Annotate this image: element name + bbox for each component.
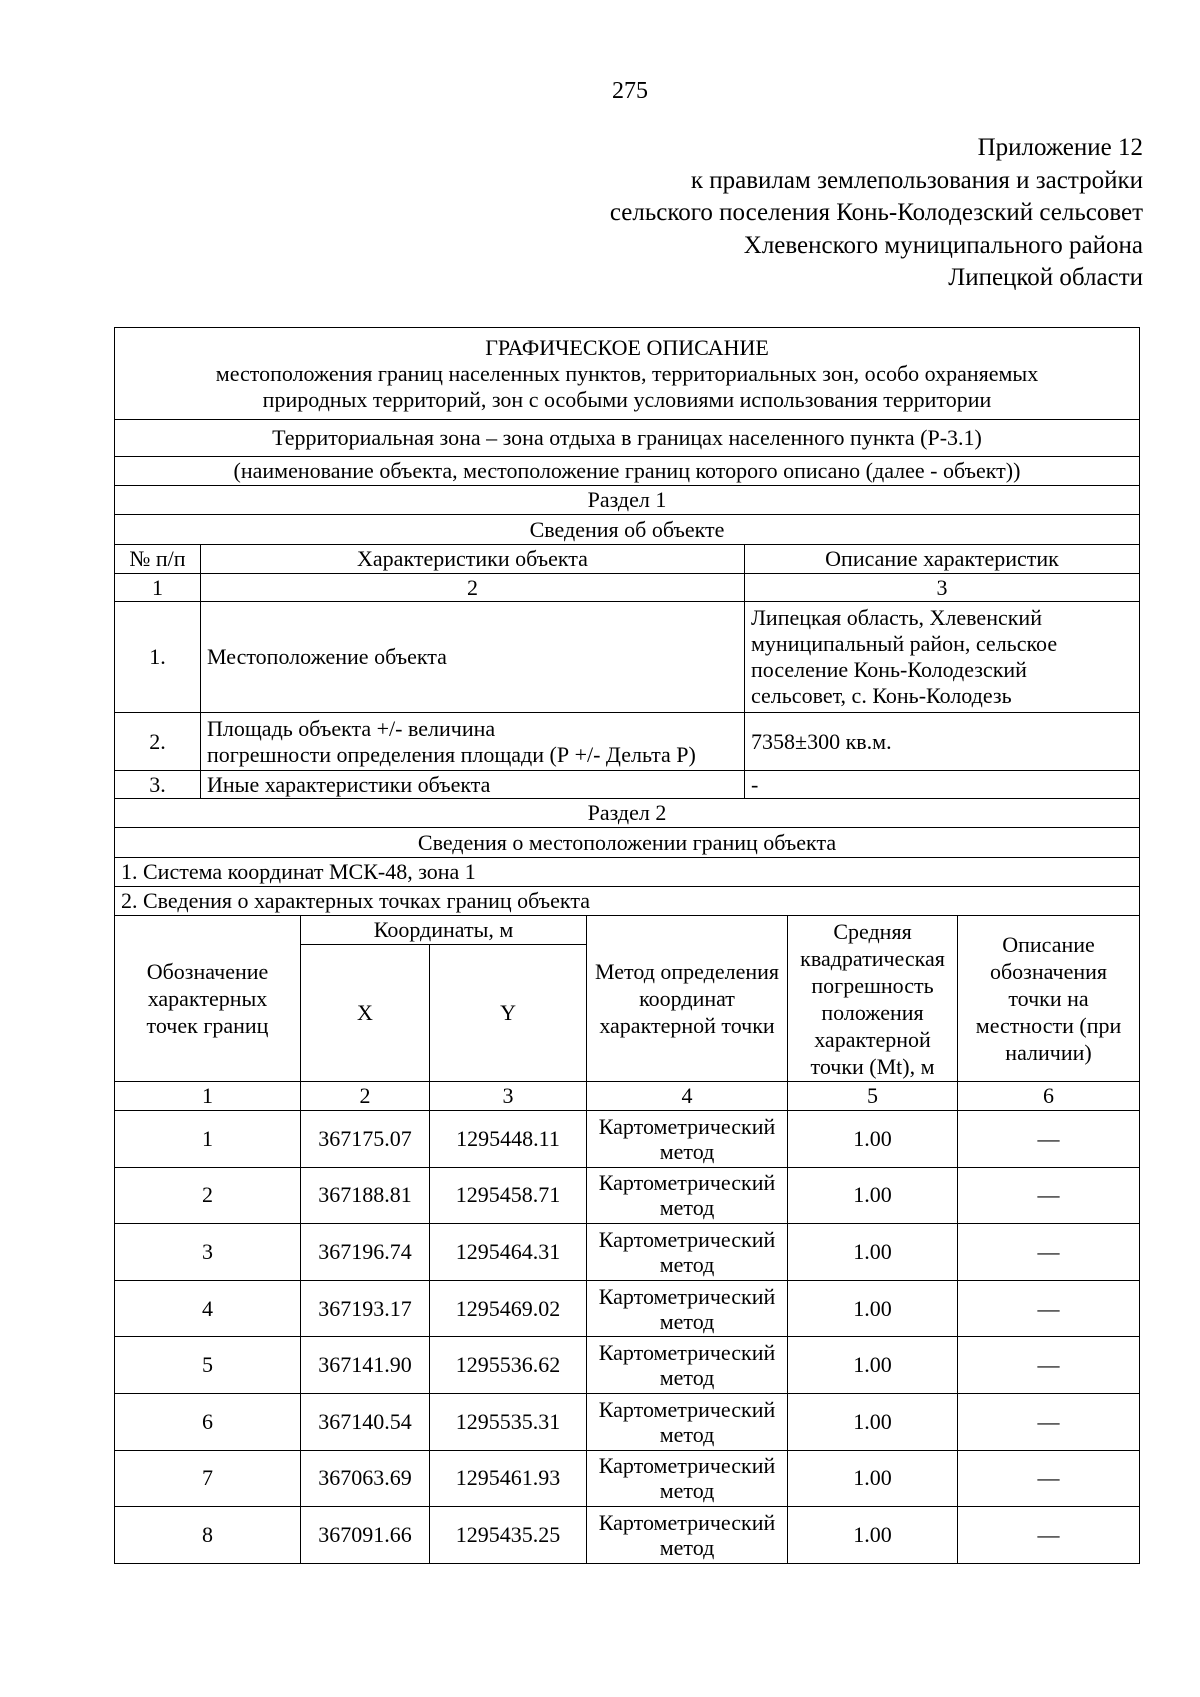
document-title [115, 328, 1140, 420]
point-y: 1295461.93 [430, 1450, 587, 1507]
object-name: Территориальная зона – зона отдыха в границах населенного пункта (Р-3.1) [115, 420, 1140, 457]
table-row [115, 1280, 1140, 1337]
point-y: 1295448.11 [430, 1111, 587, 1168]
point-x: 367188.81 [301, 1167, 430, 1224]
point-method: Картометрический метод [587, 1450, 788, 1507]
point-desc: — [958, 1507, 1140, 1564]
value-line: Липецкая область, Хлевенский [751, 605, 1042, 630]
header-method: Метод определения координат характерной точки [587, 916, 788, 1082]
point-method: Картометрический метод [587, 1224, 788, 1281]
point-n: 8 [115, 1507, 301, 1564]
column-number: 5 [788, 1082, 958, 1111]
point-x: 367175.07 [301, 1111, 430, 1168]
point-desc: — [958, 1450, 1140, 1507]
title-text: ГРАФИЧЕСКОЕ ОПИСАНИЕ [485, 334, 769, 360]
header-mt: Средняя квадратическая погрешность положения характерной точки (Mt), м [788, 916, 958, 1082]
point-desc: — [958, 1224, 1140, 1281]
column-number: 2 [301, 1082, 430, 1111]
object-info-table [114, 327, 1140, 916]
table-row [115, 1337, 1140, 1394]
subtitle-line: местоположения границ населенных пунктов, территориальных зон, особо охраняемых [215, 360, 1039, 386]
point-mt: 1.00 [788, 1280, 958, 1337]
column-number: 6 [958, 1082, 1140, 1111]
column-number: 3 [430, 1082, 587, 1111]
point-n: 1 [115, 1111, 301, 1168]
point-x: 367193.17 [301, 1280, 430, 1337]
header-y: Y [430, 945, 587, 1082]
point-n: 5 [115, 1337, 301, 1394]
point-desc: — [958, 1337, 1140, 1394]
name-line: погрешности определения площади (Р +/- Дельта Р) [207, 741, 696, 767]
row-value: 7358±300 кв.м. [745, 713, 1140, 771]
row-name [201, 713, 745, 771]
table-row [115, 713, 1140, 771]
point-y: 1295469.02 [430, 1280, 587, 1337]
header-point: Обозначение характерных точек границ [115, 916, 301, 1082]
point-x: 367196.74 [301, 1224, 430, 1281]
point-mt: 1.00 [788, 1224, 958, 1281]
appendix-line: к правилам землепользования и застройки [690, 166, 1143, 194]
point-desc: — [958, 1393, 1140, 1450]
column-number: 1 [115, 1082, 301, 1111]
section-2-title: Сведения о местоположении границ объекта [115, 828, 1140, 858]
point-mt: 1.00 [788, 1393, 958, 1450]
point-method: Картометрический метод [587, 1337, 788, 1394]
row-value: - [745, 771, 1140, 799]
row-name: Иные характеристики объекта [201, 771, 745, 799]
row-value [745, 602, 1140, 713]
point-n: 3 [115, 1224, 301, 1281]
table-row [115, 1224, 1140, 1281]
point-y: 1295435.25 [430, 1507, 587, 1564]
point-mt: 1.00 [788, 1337, 958, 1394]
point-mt: 1.00 [788, 1111, 958, 1168]
boundary-points-table [114, 915, 1140, 1564]
appendix-line: Липецкой области [948, 264, 1143, 291]
header-desc: Описание обозначения точки на местности (при наличии) [958, 916, 1140, 1082]
object-caption: (наименование объекта, местоположение границ которого описано (далее - объект)) [115, 457, 1140, 486]
section-1-title: Сведения об объекте [115, 515, 1140, 545]
row-number: 3. [115, 771, 201, 799]
point-x: 367140.54 [301, 1393, 430, 1450]
value-line: поселение Конь-Колодезский [751, 657, 1027, 682]
point-n: 7 [115, 1450, 301, 1507]
point-y: 1295464.31 [430, 1224, 587, 1281]
header-x: X [301, 945, 430, 1082]
point-method: Картометрический метод [587, 1280, 788, 1337]
point-y: 1295458.71 [430, 1167, 587, 1224]
table-row [115, 602, 1140, 713]
point-method: Картометрический метод [587, 1393, 788, 1450]
section-1-label: Раздел 1 [115, 486, 1140, 515]
column-number: 3 [745, 574, 1140, 602]
point-x: 367063.69 [301, 1450, 430, 1507]
value-line: муниципальный район, сельское [751, 631, 1058, 656]
point-desc: — [958, 1280, 1140, 1337]
point-y: 1295535.31 [430, 1393, 587, 1450]
point-n: 4 [115, 1280, 301, 1337]
table-row [115, 1393, 1140, 1450]
appendix-heading [610, 132, 1143, 295]
point-method: Картометрический метод [587, 1167, 788, 1224]
row-number: 2. [115, 713, 201, 771]
page-number: 275 [612, 78, 648, 104]
name-line: Площадь объекта +/- величина [207, 715, 496, 741]
point-n: 6 [115, 1393, 301, 1450]
header-number: № п/п [115, 545, 201, 574]
point-mt: 1.00 [788, 1450, 958, 1507]
table-row [115, 771, 1140, 799]
point-n: 2 [115, 1167, 301, 1224]
table-row [115, 1450, 1140, 1507]
point-method: Картометрический метод [587, 1111, 788, 1168]
header-characteristic: Характеристики объекта [201, 545, 745, 574]
section-2-label: Раздел 2 [115, 799, 1140, 828]
point-x: 367141.90 [301, 1337, 430, 1394]
point-mt: 1.00 [788, 1167, 958, 1224]
appendix-line: сельского поселения Конь-Колодезский сельсовет [609, 199, 1143, 226]
header-coords: Координаты, м [301, 916, 587, 945]
column-number: 2 [201, 574, 745, 602]
points-title: 2. Сведения о характерных точках границ объекта [115, 887, 1140, 916]
header-description: Описание характеристик [745, 545, 1140, 574]
table-row [115, 1507, 1140, 1564]
coordinate-system: 1. Система координат МСК-48, зона 1 [115, 858, 1140, 887]
appendix-line: Хлевенского муниципального района [743, 231, 1143, 259]
column-number: 4 [587, 1082, 788, 1111]
point-mt: 1.00 [788, 1507, 958, 1564]
point-desc: — [958, 1111, 1140, 1168]
point-desc: — [958, 1167, 1140, 1224]
column-number: 1 [115, 574, 201, 602]
subtitle-line: природных территорий, зон с особыми условиями использования территории [262, 386, 992, 412]
value-line: сельсовет, с. Конь-Колодезь [751, 683, 1012, 708]
point-method: Картометрический метод [587, 1507, 788, 1564]
table-row [115, 1167, 1140, 1224]
row-number: 1. [115, 602, 201, 713]
point-y: 1295536.62 [430, 1337, 587, 1394]
row-name: Местоположение объекта [201, 602, 745, 713]
appendix-line: Приложение 12 [977, 134, 1143, 161]
point-x: 367091.66 [301, 1507, 430, 1564]
table-row [115, 1111, 1140, 1168]
